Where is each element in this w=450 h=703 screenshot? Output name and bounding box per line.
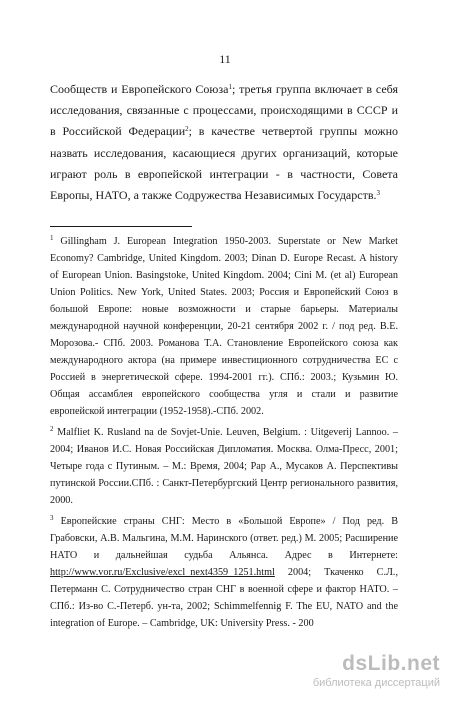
footnote-text: Malfliet K. Rusland na de Sovjet-Unie. Leuven, Belgium. : Uitgeverij Lannoo. – 2004; Иванов И.С. Новая Российская Дипломатия. Москва. Олма-Пресс, 2001; Четыре года с Путиным. – М.: Время, 2004; Рар А., Мусаков А. Перспективы путинской России.СПб. : Санкт-Петербургский Центр регионального развития, 2000.	[50, 427, 399, 506]
body-text-part-1: Сообществ и Европейского Союза	[50, 82, 229, 96]
page-number: 11	[219, 52, 231, 66]
footnote-ref-2: 2	[185, 125, 189, 134]
footnote-text: Gillingham J. European Integration 1950-2003. Superstate or New Market Economy? Cambridge, United Kingdom. 2003; Dinan D. Europe Recast. A history of European Union. Basingstoke, United Kingdom. 2004; Cini M. (et al) European Union Politics. New York, United States. 2003; Россия и Европейский Союз в большой Европе: новые возможности и старые барьеры. Материалы международной научной конференции, 20-21 сентября 2002 г. / под ред. В.Е. Морозова.- СПб. 2003. Романова Т.А. Становление Европейского союза как международного актора (на примере инвестиционного сотрудничества ЕС с Россией в энергетической сфере. 1994-2001 гг.). СПб.: 2003.; Кузьмин Ю. Общая ассамблея европейского сообщества угля и стали и развитие европейской интеграции (1952-1958).-СПб. 2002.	[50, 236, 398, 417]
footnote-ref-3: 3	[376, 189, 380, 198]
footnote-number: 1	[50, 234, 54, 242]
watermark-logo: dsLib.net	[342, 652, 440, 675]
body-text-part-3: ; в качестве четвертой группы можно назвать исследования, касающиеся других организаций, которые играют роль в европейской интеграции - в частности, Совета Европы, НАТО, а также Содружества Независимых Государств.	[50, 124, 398, 203]
footnote-url-link[interactable]: http://www.vor.ru/Exclusive/excl_next4359_1251.html	[50, 567, 275, 578]
watermark	[313, 652, 440, 690]
footnote-text-continued: 2004; Ткаченко С.Л., Петерманн С. Сотрудничество стран СНГ в военной сфере и фактор НАТО. – СПб.: Из-во С.-Петерб. ун-та, 2002; Schimmelfennig F. The EU, NATO and the integration of Europe. – Cambridge, UK: University Press. - 200	[50, 567, 398, 629]
body-text-part-2: ; третья группа включает в себя исследования, связанные с процессами, происходящими в СССР и в Российской Федерации	[50, 82, 398, 139]
footnote-3	[50, 513, 398, 632]
footnote-2	[50, 424, 398, 509]
footnote-number: 3	[50, 514, 54, 522]
footnotes	[50, 233, 398, 636]
footnote-separator	[50, 226, 192, 227]
footnote-1	[50, 233, 398, 420]
footnote-text: Европейские страны СНГ: Место в «Большой Европе» / Под ред. В Грабовски, А.В. Мальгина, М.М. Наринского (ответ. ред.) М. 2005; Расширение НАТО и дальнейшая судьба Альянса. Адрес в Интернете:	[50, 516, 399, 561]
watermark-subtitle: библиотека диссертаций	[312, 677, 440, 689]
footnote-number: 2	[50, 425, 54, 433]
body-paragraph	[50, 79, 398, 206]
footnote-ref-1: 1	[228, 83, 232, 91]
